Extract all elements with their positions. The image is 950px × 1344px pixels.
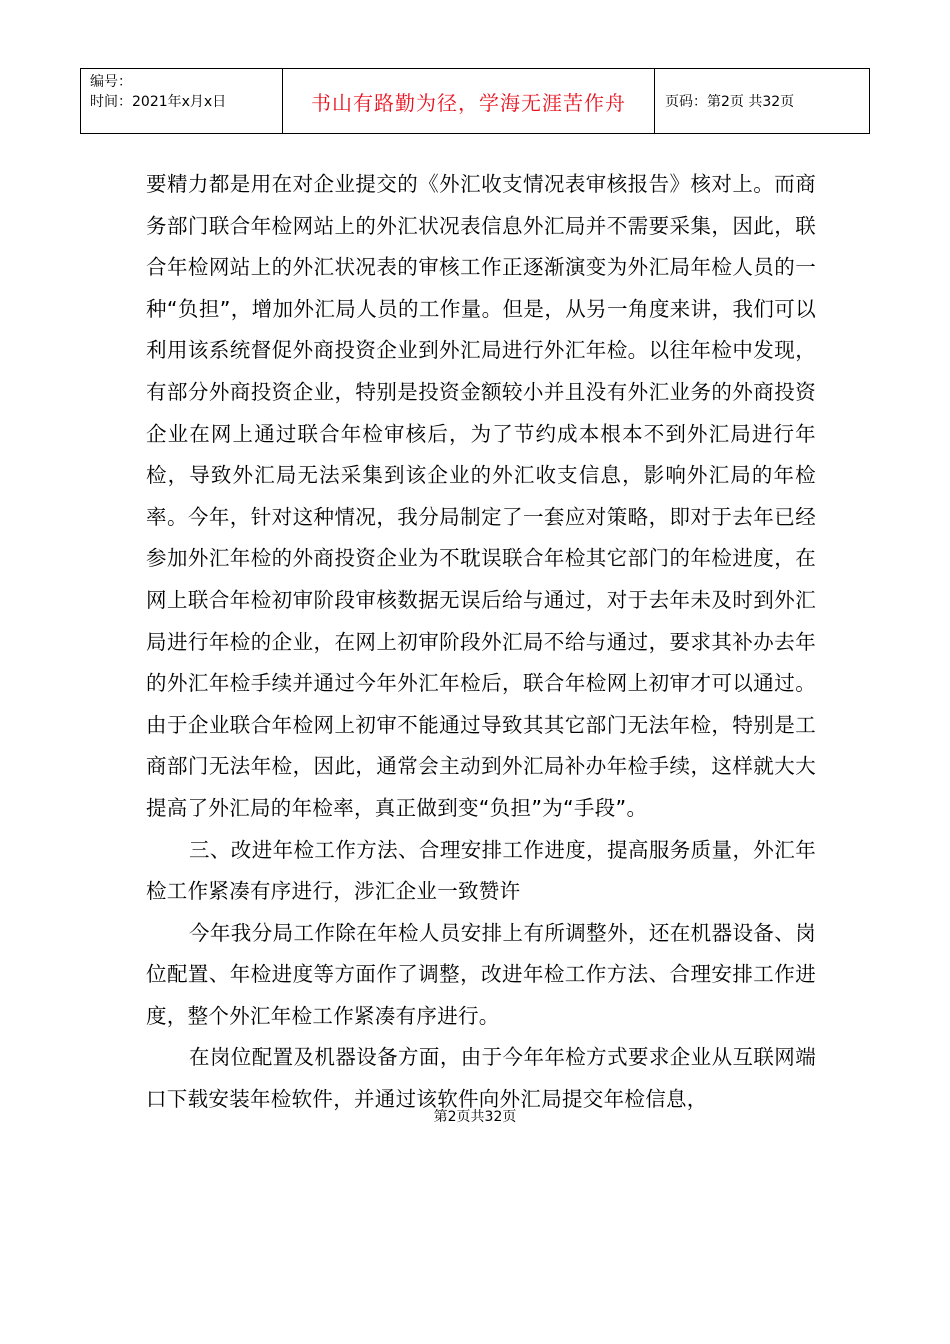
section-heading: 三、改进年检工作方法、合理安排工作进度，提高服务质量，外汇年检工作紧凑有序进行，涉汇企业一致赞许 xyxy=(146,837,816,904)
document-date-label: 时间：2021年x月x日 xyxy=(90,94,227,110)
document-header-table xyxy=(80,68,870,134)
header-page-number: 页码：第2页 共32页 xyxy=(665,94,795,110)
body-paragraph: 要精力都是用在对企业提交的《外汇收支情况表审核报告》核对上。而商务部门联合年检网站上的外汇状况表信息外汇局并不需要采集，因此，联合年检网站上的外汇状况表的审核工作正逐渐演变为外汇局年检人员的一种“负担”，增加外汇局人员的工作量。但是，从另一角度来讲，我们可以利用该系统督促外商投资企业到外汇局进行外汇年检。以往年检中发现，有部分外商投资企业，特别是投资金额较小并且没有外汇业务的外商投资企业在网上通过联合年检审核后，为了节约成本根本不到外汇局进行年检，导致外汇局无法采集到该企业的外汇收支信息，影响外汇局的年检率。今年，针对这种情况，我分局制定了一套应对策略，即对于去年已经参加外汇年检的外商投资企业为不耽误联合年检其它部门的年检进度，在网上联合年检初审阶段审核数据无误后给与通过，对于去年未及时到外汇局进行年检的企业，在网上初审阶段外汇局不给与通过，要求其补办去年的外汇年检手续并通过今年外汇年检后，联合年检网上初审才可以通过。由于企业联合年检网上初审不能通过导致其其它部门无法年检，特别是工商部门无法年检，因此，通常会主动到外汇局补办年检手续，这样就大大提高了外汇局的年检率，真正做到变“负担”为“手段”。 xyxy=(146,172,816,820)
document-number-label: 编号： xyxy=(90,74,132,90)
header-motto: 书山有路勤为径，学海无涯苦作舟 xyxy=(311,90,626,115)
header-page-cell xyxy=(655,69,869,133)
page-footer-number: 第2页共32页 xyxy=(433,1109,517,1125)
document-body xyxy=(146,164,816,1121)
header-motto-cell xyxy=(283,69,655,133)
body-paragraph: 今年我分局工作除在年检人员安排上有所调整外，还在机器设备、岗位配置、年检进度等方面作了调整，改进年检工作方法、合理安排工作进度，整个外汇年检工作紧凑有序进行。 xyxy=(146,920,816,1028)
header-meta-cell xyxy=(81,69,283,133)
body-paragraph: 在岗位配置及机器设备方面，由于今年年检方式要求企业从互联网端口下载安装年检软件，并通过该软件向外汇局提交年检信息， xyxy=(146,1045,816,1112)
